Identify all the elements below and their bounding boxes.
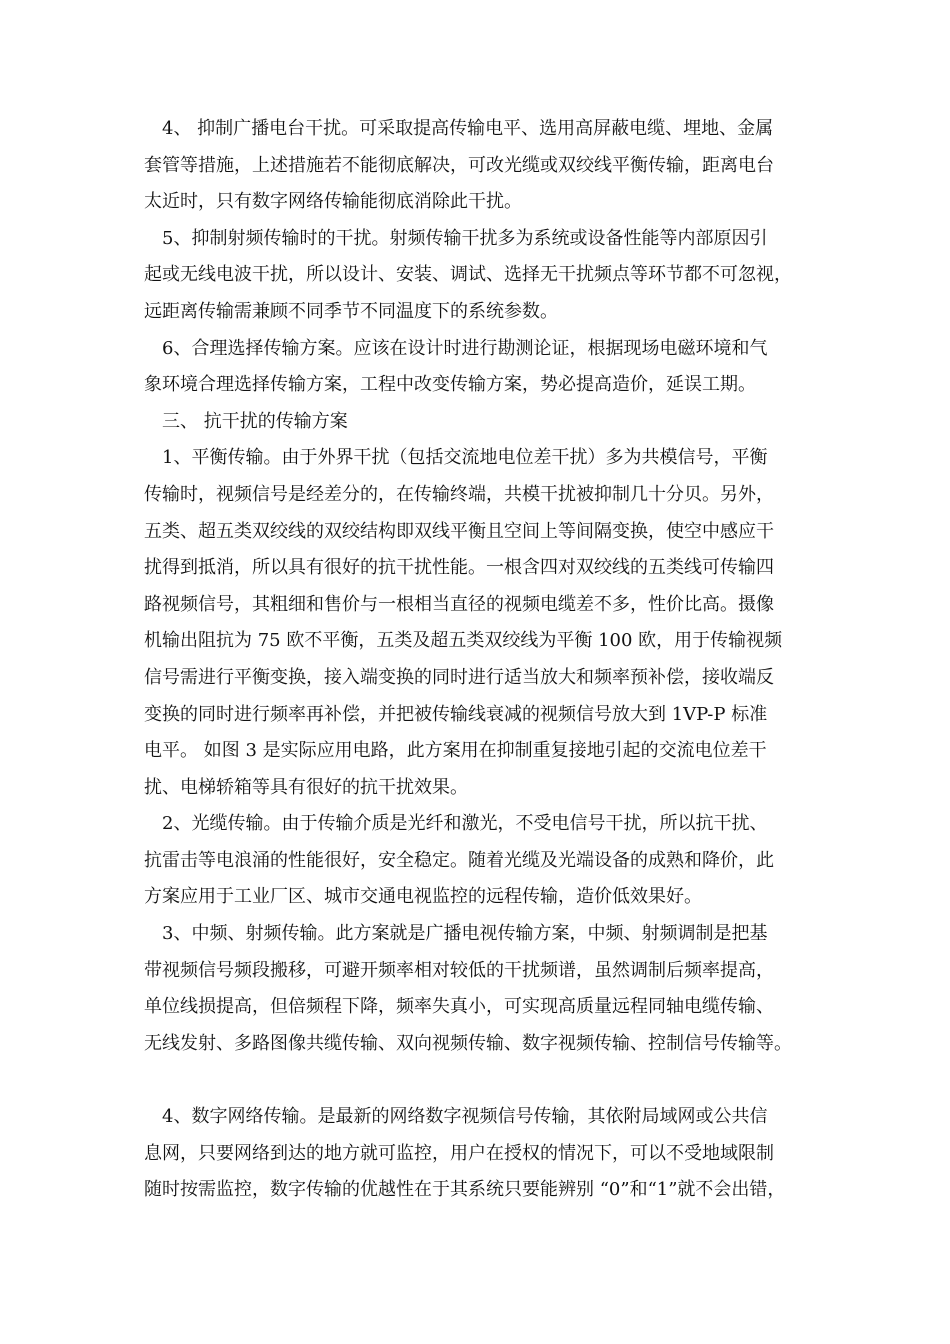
text-line: 象环境合理选择传输方案，工程中改变传输方案，势必提高造价，延误工期。 [144, 374, 756, 396]
text-line: 电平。 如图 3 是实际应用电路，此方案用在抑制重复接地引起的交流电位差干 [144, 740, 767, 762]
paragraph [144, 440, 808, 806]
text-line: 单位线损提高，但倍频程下降，频率失真小，可实现高质量远程同轴电缆传输、 [144, 996, 774, 1018]
text-line: 信号需进行平衡变换，接入端变换的同时进行适当放大和频率预补偿，接收端反 [144, 666, 774, 688]
paragraph [144, 1099, 808, 1209]
text-line: 三、 抗干扰的传输方案 [144, 410, 348, 432]
text-line: 方案应用于工业厂区、城市交通电视监控的远程传输，造价低效果好。 [144, 886, 702, 908]
paragraph-gap [144, 1062, 808, 1099]
text-line: 传输时，视频信号是经差分的，在传输终端，共模干扰被抑制几十分贝。另外， [144, 483, 774, 505]
text-line: 套管等措施，上述措施若不能彻底解决，可改光缆或双绞线平衡传输，距离电台 [144, 154, 774, 176]
text-line: 5、抑制射频传输时的干扰。射频传输干扰多为系统或设备性能等内部原因引 [144, 227, 768, 249]
paragraph [144, 806, 808, 916]
text-line: 扰、电梯轿箱等具有很好的抗干扰效果。 [144, 776, 468, 798]
text-line: 4、 抑制广播电台干扰。可采取提高传输电平、选用高屏蔽电缆、埋地、金属 [144, 118, 774, 139]
text-line: 6、合理选择传输方案。应该在设计时进行勘测论证，根据现场电磁环境和气 [144, 337, 768, 359]
section-heading [144, 404, 808, 441]
text-line: 抗雷击等电浪涌的性能很好，安全稳定。随着光缆及光端设备的成熟和降价，此 [144, 849, 774, 871]
text-line: 1、平衡传输。由于外界干扰（包括交流地电位差干扰）多为共模信号，平衡 [144, 447, 768, 469]
text-line: 机输出阻抗为 75 欧不平衡，五类及超五类双绞线为平衡 100 欧，用于传输视频 [144, 630, 783, 652]
text-line: 变换的同时进行频率再补偿，并把被传输线衰减的视频信号放大到 1VP-P 标准 [144, 703, 768, 725]
text-line: 五类、超五类双绞线的双绞结构即双线平衡且空间上等间隔变换，使空中感应干 [144, 520, 774, 542]
text-line: 太近时，只有数字网络传输能彻底消除此干扰。 [144, 191, 522, 213]
text-line: 远距离传输需兼顾不同季节不同温度下的系统参数。 [144, 300, 558, 322]
paragraph [144, 221, 808, 331]
text-line: 4、数字网络传输。是最新的网络数字视频信号传输，其依附局域网或公共信 [144, 1106, 768, 1128]
text-line: 2、光缆传输。由于传输介质是光纤和激光，不受电信号干扰，所以抗干扰、 [144, 813, 768, 835]
paragraph [144, 331, 808, 404]
text-line: 无线发射、多路图像共缆传输、双向视频传输、数字视频传输、控制信号传输等。 [144, 1032, 792, 1054]
text-line: 3、中频、射频传输。此方案就是广播电视传输方案，中频、射频调制是把基 [144, 923, 768, 945]
paragraph [144, 111, 808, 221]
text-line: 带视频信号频段搬移，可避开频率相对较低的干扰频谱，虽然调制后频率提高， [144, 959, 774, 981]
paragraph [144, 916, 808, 1062]
text-line: 路视频信号，其粗细和售价与一根相当直径的视频电缆差不多，性价比高。摄像 [144, 593, 774, 615]
document-body [144, 111, 808, 1209]
text-line: 息网，只要网络到达的地方就可监控，用户在授权的情况下，可以不受地域限制 [144, 1142, 774, 1164]
text-line: 起或无线电波干扰，所以设计、安装、调试、选择无干扰频点等环节都不可忽视， [144, 264, 792, 286]
text-line: 扰得到抵消，所以具有很好的抗干扰性能。一根含四对双绞线的五类线可传输四 [144, 557, 774, 579]
text-line: 随时按需监控，数字传输的优越性在于其系统只要能辨别 “0”和“1”就不会出错， [144, 1179, 786, 1201]
